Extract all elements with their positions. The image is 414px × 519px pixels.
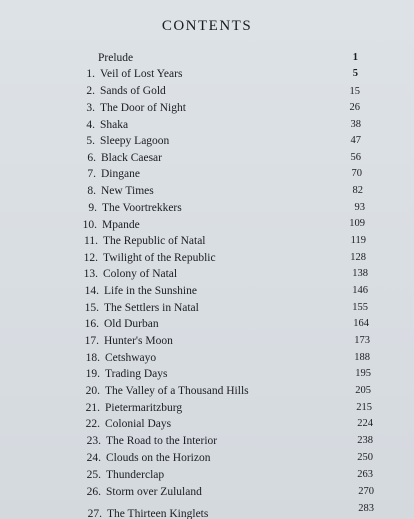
page-number: 56 — [350, 152, 361, 163]
page-number: 38 — [350, 119, 361, 130]
chapter-number: 25. — [86, 469, 101, 481]
page-number: 173 — [354, 335, 370, 346]
chapter-number: 21. — [85, 402, 100, 414]
chapter-title: Colony of Natal — [103, 268, 178, 280]
chapter-number: 4. — [86, 119, 95, 131]
contents-heading: CONTENTS — [161, 18, 253, 34]
chapter-number: 9. — [88, 202, 97, 214]
page-number: 215 — [356, 402, 372, 413]
chapter-title: Thunderclap — [106, 469, 165, 481]
page-number: 188 — [354, 352, 370, 363]
chapter-number: 19. — [85, 368, 100, 380]
chapter-title: Cetshwayo — [105, 352, 157, 364]
chapter-title: The Settlers in Natal — [104, 302, 199, 314]
chapter-number: 24. — [86, 452, 101, 464]
chapter-number: 22. — [85, 418, 100, 430]
chapter-title: Old Durban — [104, 318, 159, 330]
page-number: 26 — [349, 102, 360, 113]
chapter-title: Sleepy Lagoon — [100, 135, 170, 147]
chapter-title: Colonial Days — [105, 418, 172, 430]
chapter-number: 14. — [84, 285, 99, 297]
chapter-number: 26. — [86, 486, 101, 498]
chapter-title: Shaka — [100, 119, 129, 131]
chapter-number: 17. — [84, 335, 99, 347]
chapter-title: Life in the Sunshine — [104, 285, 197, 297]
page-number: 15 — [349, 86, 360, 97]
chapter-title: Black Caesar — [101, 152, 162, 164]
chapter-title: New Times — [101, 185, 154, 197]
chapter-number: 3. — [86, 102, 95, 114]
page-number: 119 — [350, 235, 366, 246]
page-number: 224 — [357, 418, 373, 429]
page-number: 82 — [352, 185, 363, 196]
chapter-title: Hunter's Moon — [104, 335, 173, 347]
chapter-title: The Voortrekkers — [102, 202, 182, 214]
chapter-title: The Thirteen Kinglets — [107, 508, 209, 519]
chapter-number: 1. — [86, 68, 95, 80]
chapter-title: Clouds on the Horizon — [106, 452, 211, 464]
chapter-title: Mpande — [102, 219, 140, 231]
chapter-number: 12. — [83, 252, 98, 264]
page-number: 109 — [349, 218, 365, 229]
chapter-title: Dingane — [101, 168, 140, 180]
chapter-title: Sands of Gold — [100, 85, 166, 97]
page-number: 164 — [353, 318, 369, 329]
page-number: 146 — [352, 285, 368, 296]
chapter-title: Trading Days — [105, 368, 168, 380]
chapter-number: 23. — [86, 435, 101, 447]
chapter-title: The Road to the Interior — [106, 435, 218, 447]
page-number: 70 — [351, 168, 362, 179]
page-number: 128 — [350, 252, 366, 263]
page-number: 205 — [355, 385, 371, 396]
page-number: 47 — [350, 135, 361, 146]
chapter-number: 16. — [84, 318, 99, 330]
page-number: 270 — [358, 486, 374, 497]
chapter-number: 8. — [87, 185, 96, 197]
chapter-title: Prelude — [98, 52, 134, 64]
chapter-title: Twilight of the Republic — [103, 252, 216, 264]
chapter-title: The Republic of Natal — [103, 235, 206, 247]
chapter-number: 6. — [87, 152, 96, 164]
chapter-number: 27. — [87, 508, 102, 519]
page-number: 155 — [352, 302, 368, 313]
chapter-number: 18. — [85, 352, 100, 364]
chapter-number: 5. — [86, 135, 95, 147]
page-number: 1 — [352, 52, 358, 63]
chapter-number: 20. — [85, 385, 100, 397]
chapter-number: 2. — [86, 85, 95, 97]
chapter-number: 11. — [84, 235, 98, 247]
chapter-number: 15. — [84, 302, 99, 314]
page-number: 283 — [358, 503, 374, 514]
page-number: 238 — [357, 435, 373, 446]
chapter-number: 7. — [87, 168, 96, 180]
page-number: 5 — [352, 68, 358, 79]
chapter-title: Storm over Zululand — [106, 486, 202, 498]
page-number: 263 — [357, 469, 373, 480]
chapter-title: Pietermaritzburg — [105, 402, 183, 414]
page-number: 138 — [352, 268, 368, 279]
chapter-title: The Valley of a Thousand Hills — [105, 385, 249, 397]
chapter-title: Veil of Lost Years — [100, 68, 183, 80]
chapter-number: 13. — [83, 268, 98, 280]
chapter-number: 10. — [82, 219, 97, 231]
page-number: 93 — [354, 202, 365, 213]
page-number: 250 — [357, 452, 373, 463]
chapter-title: The Door of Night — [100, 102, 186, 114]
page-number: 195 — [355, 368, 371, 379]
